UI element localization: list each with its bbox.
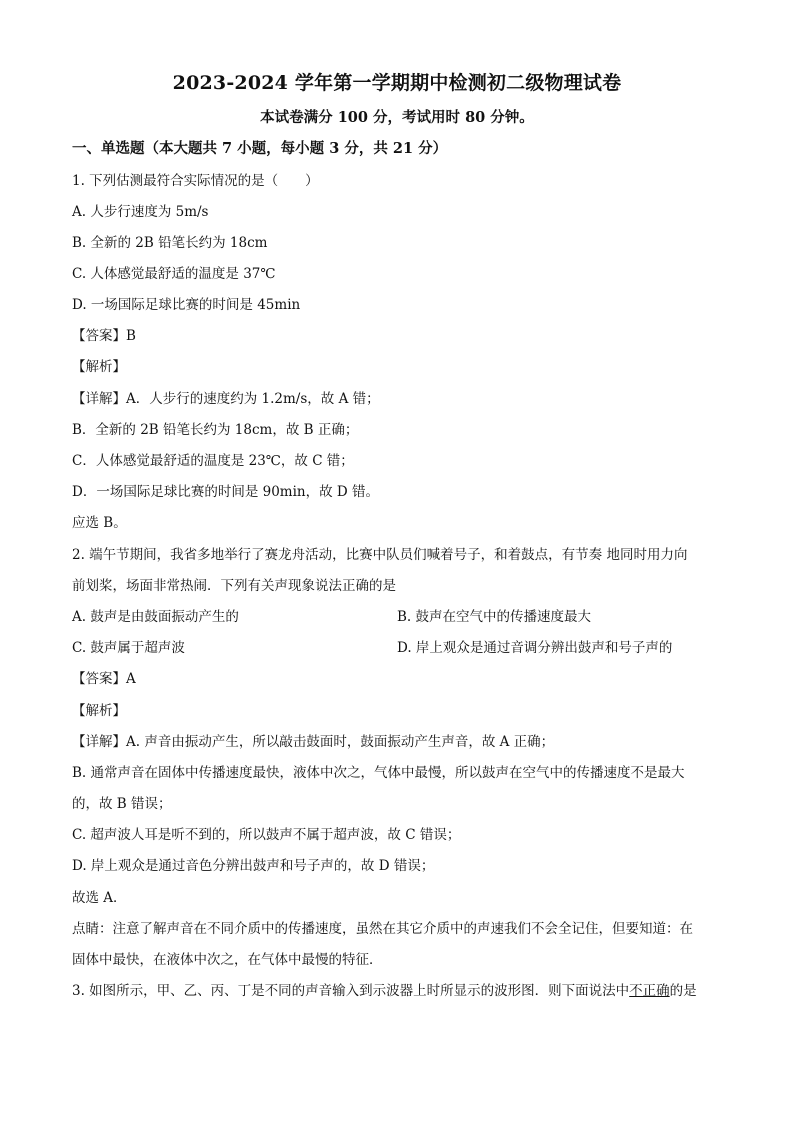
q2-conclusion: 故选 A． [72,890,127,906]
q2-option-a: A. 鼓声是由鼓面振动产生的 [72,609,239,625]
q1-detail-d: D．一场国际足球比赛的时间是 90min，故 D 错。 [72,484,380,500]
q1-option-c: C. 人体感觉最舒适的温度是 37℃ [72,266,276,282]
q2-detail-c: C. 超声波人耳是听不到的，所以鼓声不属于超声波，故 C 错误； [72,827,461,843]
q2-stem-line1: 2. 端午节期间，我省多地举行了赛龙舟活动，比赛中队员们喊着号子，和着鼓点，有节奏 地同时用力向 [72,547,688,563]
q1-option-a: A. 人步行速度为 5m/s [72,204,209,220]
q2-answer: 【答案】A [72,671,136,687]
q2-detail-a: 【详解】A. 声音由振动产生，所以敲击鼓面时，鼓面振动产生声音，故 A 正确； [72,734,555,750]
q2-analysis-label: 【解析】 [72,703,126,719]
page-subtitle: 本试卷满分 100 分，考试用时 80 分钟。 [260,109,534,126]
q1-answer: 【答案】B [72,328,136,344]
q3-stem-emphasis: 不正确 [629,983,670,999]
q2-stem-line2: 前划桨，场面非常热闹．下列有关声现象说法正确的是 [72,578,396,594]
q2-note-line1: 点睛：注意了解声音在不同介质中的传播速度，虽然在其它介质中的声速我们不会全记住，但要知道：在 [72,921,693,937]
q1-stem: 1. 下列估测最符合实际情况的是（ ） [72,173,319,189]
q1-conclusion: 应选 B。 [72,515,127,531]
q3-stem-suffix: 的是 [669,983,697,999]
q2-option-d: D. 岸上观众是通过音调分辨出鼓声和号子声的 [397,640,673,656]
q1-detail-a: 【详解】A．人步行的速度约为 1.2m/s，故 A 错； [72,391,380,407]
q3-stem [72,982,732,1000]
page-title: 2023-2024 学年第一学期期中检测初二级物理试卷 [172,72,622,94]
q2-detail-b-line1: B. 通常声音在固体中传播速度最快，液体中次之，气体中最慢，所以鼓声在空气中的传播速度不是最大 [72,765,685,781]
q2-option-c: C. 鼓声属于超声波 [72,640,185,656]
q2-note-line2: 固体中最快，在液体中次之，在气体中最慢的特征． [72,952,383,968]
q2-option-b: B. 鼓声在空气中的传播速度最大 [397,609,592,625]
q2-detail-d: D. 岸上观众是通过音色分辨出鼓声和号子声的，故 D 错误； [72,858,435,874]
q2-detail-b-line2: 的，故 B 错误； [72,796,172,812]
q1-detail-b: B．全新的 2B 铅笔长约为 18cm，故 B 正确； [72,422,359,438]
q1-option-d: D. 一场国际足球比赛的时间是 45min [72,297,301,313]
q1-detail-c: C．人体感觉最舒适的温度是 23℃，故 C 错； [72,453,354,469]
q1-analysis-label: 【解析】 [72,359,126,375]
q1-option-b: B. 全新的 2B 铅笔长约为 18cm [72,235,268,251]
q3-stem-prefix: 3. 如图所示，甲、乙、丙、丁是不同的声音输入到示波器上时所显示的波形图．则下面说法中 [72,983,630,999]
section-heading: 一、单选题（本大题共 7 小题，每小题 3 分，共 21 分） [72,140,448,157]
